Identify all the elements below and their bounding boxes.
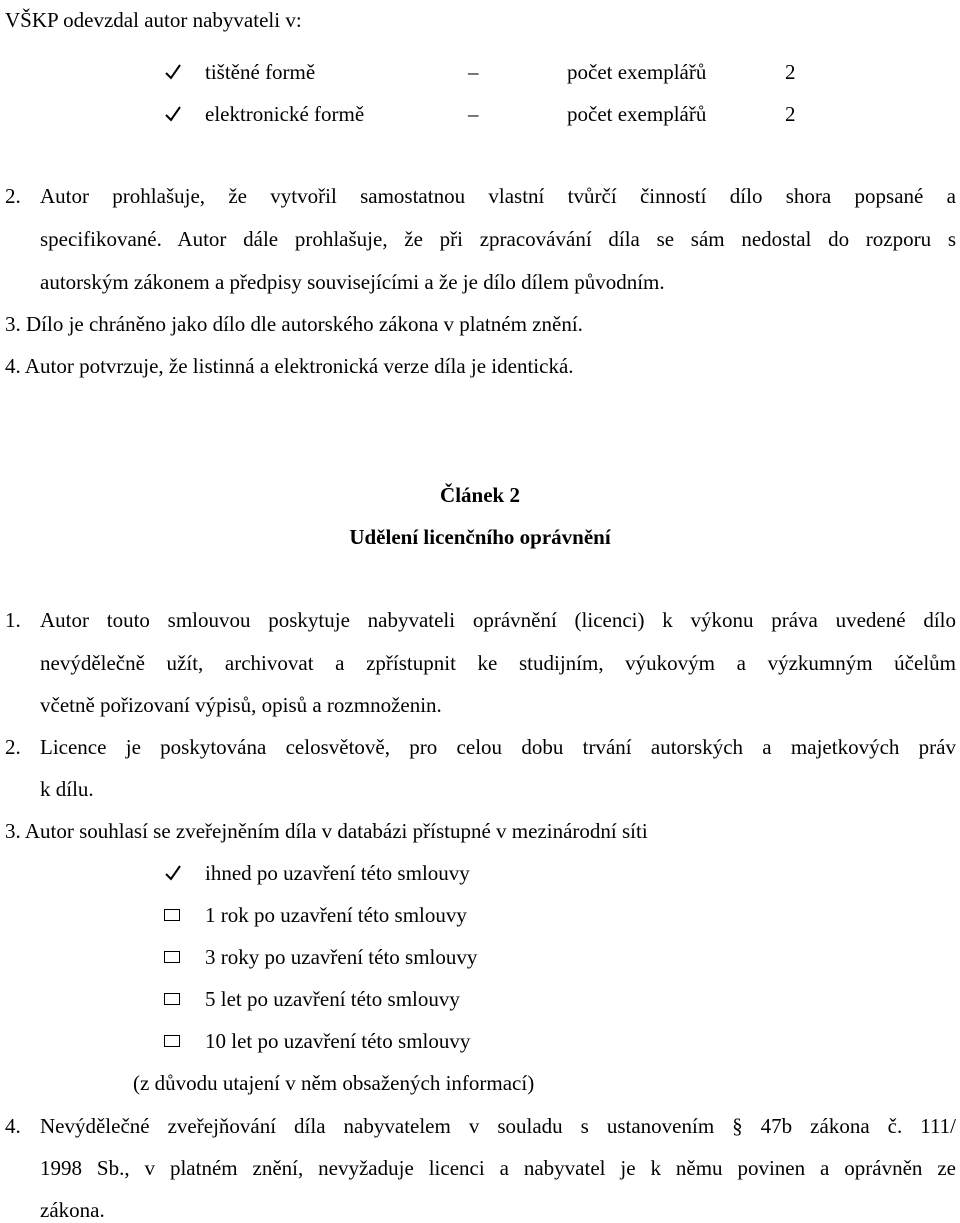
paragraph-line: včetně pořizovaní výpisů, opisů a rozmnoženin.	[40, 693, 442, 717]
paragraph-author-declaration-cont	[40, 226, 956, 252]
article-subtitle: Udělení licenčního oprávnění	[349, 525, 611, 549]
paragraph-non-profit-publication	[40, 1113, 956, 1139]
copies-label: počet exemplářů	[567, 102, 707, 126]
paragraph-number: 4.	[5, 1114, 21, 1138]
dash: –	[468, 60, 479, 84]
copies-count: 2	[785, 60, 796, 84]
paragraph-license-grant-cont	[40, 650, 956, 676]
option-immediately: ihned po uzavření této smlouvy	[205, 861, 470, 885]
paragraph-identical-versions: 4. Autor potvrzuje, že listinná a elektronická verze díla je identická.	[5, 354, 574, 378]
options-note: (z důvodu utajení v něm obsažených informací)	[133, 1071, 535, 1095]
paragraph-line: specifikované. Autor dále prohlašuje, že při zpracovávání díla se sám nedostal do rozporu s	[40, 227, 956, 251]
check-icon	[163, 62, 183, 82]
paragraph-line: k dílu.	[40, 777, 94, 801]
paragraph-non-profit-publication-cont	[40, 1155, 956, 1181]
format-item-electronic: elektronické formě	[205, 102, 365, 126]
paragraph-line: zákona.	[40, 1198, 105, 1222]
paragraph-line: Licence je poskytována celosvětově, pro celou dobu trvání autorských a majetkových práv	[40, 735, 956, 759]
checkbox-empty-icon	[164, 1035, 180, 1047]
paragraph-line: Autor touto smlouvou poskytuje nabyvateli oprávnění (licenci) k výkonu práva uvedené dílo	[40, 608, 956, 632]
option-3-years: 3 roky po uzavření této smlouvy	[205, 945, 478, 969]
paragraph-license-scope	[40, 734, 956, 760]
checkbox-empty-icon	[164, 909, 180, 921]
checkbox-empty-icon	[164, 951, 180, 963]
paragraph-number: 2.	[5, 184, 21, 208]
option-1-year: 1 rok po uzavření této smlouvy	[205, 903, 467, 927]
format-item-print: tištěné formě	[205, 60, 316, 84]
paragraph-author-declaration	[40, 183, 956, 209]
paragraph-number: 2.	[5, 735, 21, 759]
checkbox-empty-icon	[164, 993, 180, 1005]
paragraph-license-grant	[40, 607, 956, 633]
copies-count: 2	[785, 102, 796, 126]
check-icon	[163, 863, 183, 883]
paragraph-line: Nevýdělečné zveřejňování díla nabyvatelem v souladu s ustanovením § 47b zákona č. 111/	[40, 1114, 956, 1138]
option-10-years: 10 let po uzavření této smlouvy	[205, 1029, 471, 1053]
paragraph-line: Autor prohlašuje, že vytvořil samostatnou vlastní tvůrčí činností dílo shora popsané a	[40, 184, 956, 208]
dash: –	[468, 102, 479, 126]
intro-text: VŠKP odevzdal autor nabyvateli v:	[5, 8, 302, 32]
paragraph-line: autorským zákonem a předpisy souvisejícími a že je dílo dílem původním.	[40, 270, 665, 294]
option-5-years: 5 let po uzavření této smlouvy	[205, 987, 460, 1011]
article-title: Článek 2	[440, 483, 520, 507]
copies-label: počet exemplářů	[567, 60, 707, 84]
paragraph-line: nevýdělečně užít, archivovat a zpřístupnit ke studijním, výukovým a výzkumným účelům	[40, 651, 956, 675]
paragraph-line: 1998 Sb., v platném znění, nevyžaduje licenci a nabyvatel je k němu povinen a oprávněn ze	[40, 1156, 956, 1180]
paragraph-publication-consent: 3. Autor souhlasí se zveřejněním díla v databázi přístupné v mezinárodní síti	[5, 819, 648, 843]
paragraph-protected-work: 3. Dílo je chráněno jako dílo dle autorského zákona v platném znění.	[5, 312, 583, 336]
check-icon	[163, 104, 183, 124]
paragraph-number: 1.	[5, 608, 21, 632]
